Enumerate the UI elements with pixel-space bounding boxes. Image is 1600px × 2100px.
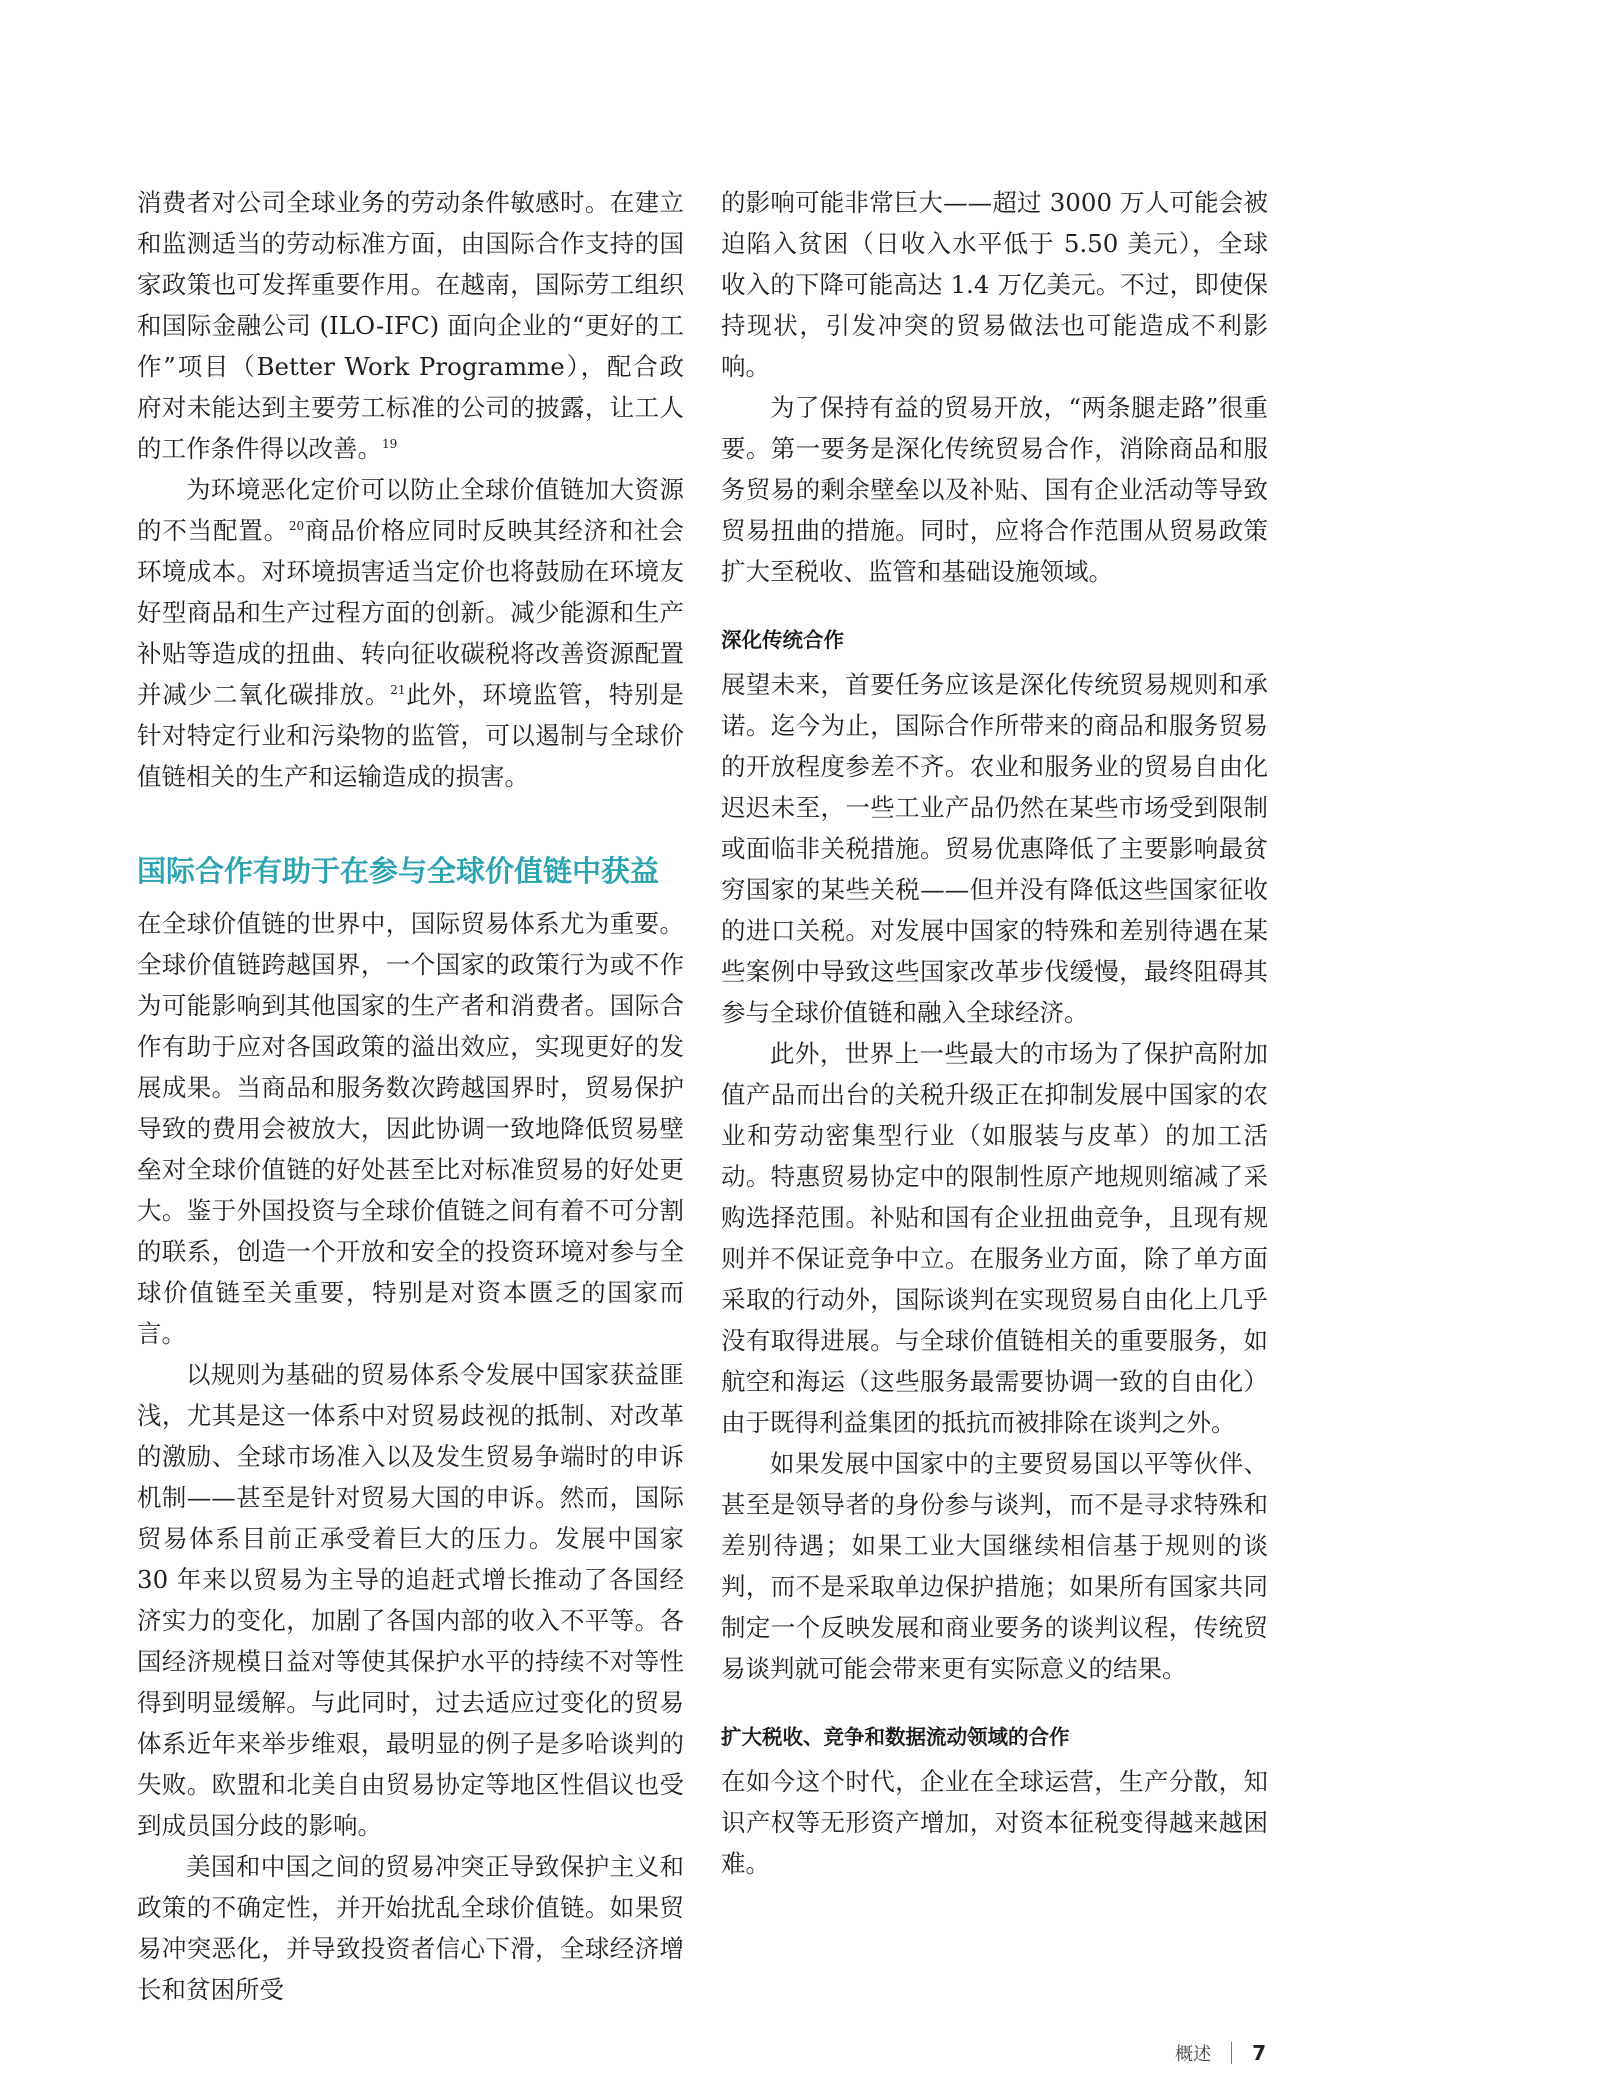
paragraph: 如果发展中国家中的主要贸易国以平等伙伴、甚至是领导者的身份参与谈判，而不是寻求特殊和差别待遇；如果工业大国继续相信基于规则的谈判，而不是采取单边保护措施；如果所有国家共同制定一个反映发展和商业要务的谈判议程，传统贸易谈判就可能会带来更有实际意义的结果。: [721, 1449, 1268, 1683]
footnote-ref[interactable]: 20: [288, 518, 305, 533]
paragraph-text: 商品价格应同时反映其经济和社会环境成本。对环境损害适当定价也将鼓励在环境友好型商品和生产过程方面的创新。减少能源和生产补贴等造成的扭曲、转向征收碳税将改善资源配置并减少二氧化碳排放。: [137, 516, 685, 709]
paragraph: 此外，世界上一些最大的市场为了保护高附加值产品而出台的关税升级正在抑制发展中国家的农业和劳动密集型行业（如服装与皮革）的加工活动。特惠贸易协定中的限制性原产地规则缩减了采购选择范围。补贴和国有企业扭曲竞争，且现有规则并不保证竞争中立。在服务业方面，除了单方面采取的行动外，国际谈判在实现贸易自由化上几乎没有取得进展。与全球价值链相关的重要服务，如航空和海运（这些服务最需要协调一致的自由化）由于既得利益集团的抵抗而被排除在谈判之外。: [721, 1039, 1268, 1437]
footnote-ref[interactable]: 19: [382, 436, 398, 451]
left-column: [137, 182, 684, 2010]
paragraph: [137, 469, 684, 797]
paragraph: 在全球价值链的世界中，国际贸易体系尤为重要。全球价值链跨越国界，一个国家的政策行为或不作为可能影响到其他国家的生产者和消费者。国际合作有助于应对各国政策的溢出效应，实现更好的发展成果。当商品和服务数次跨越国界时，贸易保护导致的费用会被放大，因此协调一致地降低贸易壁垒对全球价值链的好处甚至比对标准贸易的好处更大。鉴于外国投资与全球价值链之间有着不可分割的联系，创造一个开放和安全的投资环境对参与全球价值链至关重要，特别是对资本匮乏的国家而言。: [137, 909, 684, 1348]
paragraph-text: 此外，环境监管，特别是针对特定行业和污染物的监管，可以遏制与全球价值链相关的生产和运输造成的损害。: [137, 680, 685, 791]
footer-divider: [1231, 2042, 1232, 2064]
paragraph: 美国和中国之间的贸易冲突正导致保护主义和政策的不确定性，并开始扰乱全球价值链。如果贸易冲突恶化，并导致投资者信心下滑，全球经济增长和贫困所受: [137, 1852, 684, 2004]
paragraph-text: 为环境恶化定价可以防止全球价值链加大资源的不当配置。: [137, 475, 684, 545]
sub-heading: 深化传统合作: [721, 628, 844, 652]
footer-section-label: 概述: [1175, 2044, 1212, 2065]
paragraph: 展望未来，首要任务应该是深化传统贸易规则和承诺。迄今为止，国际合作所带来的商品和服务贸易的开放程度参差不齐。农业和服务业的贸易自由化迟迟未至，一些工业产品仍然在某些市场受到限制或面临非关税措施。贸易优惠降低了主要影响最贫穷国家的某些关税——但并没有降低这些国家征收的进口关税。对发展中国家的特殊和差别待遇在某些案例中导致这些国家改革步伐缓慢，最终阻碍其参与全球价值链和融入全球经济。: [721, 670, 1268, 1027]
paragraph-text: 消费者对公司全球业务的劳动条件敏感时。在建立和监测适当的劳动标准方面，由国际合作支持的国家政策也可发挥重要作用。在越南，国际劳工组织和国际金融公司 (ILO-IFC) 面向企业的“更好的工作”项目（Better Work Programme），配合政府对未能达到主要劳工标准的公司的披露，让工人的工作条件得以改善。: [137, 188, 684, 463]
paragraph: [137, 182, 684, 469]
page-footer: [1100, 2040, 1266, 2066]
sub-heading: 扩大税收、竞争和数据流动领域的合作: [721, 1725, 1070, 1749]
paragraph: 以规则为基础的贸易体系令发展中国家获益匪浅，尤其是这一体系中对贸易歧视的抵制、对改革的激励、全球市场准入以及发生贸易争端时的申诉机制——甚至是针对贸易大国的申诉。然而，国际贸易体系目前正承受着巨大的压力。发展中国家 30 年来以贸易为主导的追赶式增长推动了各国经济实力的变化，加剧了各国内部的收入不平等。各国经济规模日益对等使其保护水平的持续不对等性得到明显缓解。与此同时，过去适应过变化的贸易体系近年来举步维艰，最明显的例子是多哈谈判的失败。欧盟和北美自由贸易协定等地区性倡议也受到成员国分歧的影响。: [137, 1360, 684, 1840]
paragraph: 为了保持有益的贸易开放，“两条腿走路”很重要。第一要务是深化传统贸易合作，消除商品和服务贸易的剩余壁垒以及补贴、国有企业活动等导致贸易扭曲的措施。同时，应将合作范围从贸易政策扩大至税收、监管和基础设施领域。: [721, 393, 1268, 586]
footnote-ref[interactable]: 21: [390, 682, 406, 697]
right-column: [721, 182, 1268, 1884]
paragraph: 在如今这个时代，企业在全球运营，生产分散，知识产权等无形资产增加，对资本征税变得越来越困难。: [721, 1767, 1268, 1878]
page-number: 7: [1252, 2041, 1266, 2065]
paragraph: 的影响可能非常巨大——超过 3000 万人可能会被迫陷入贫困（日收入水平低于 5.50 美元），全球收入的下降可能高达 1.4 万亿美元。不过，即使保持现状，引发冲突的贸易做法也可能造成不利影响。: [721, 188, 1268, 381]
section-heading: 国际合作有助于在参与全球价值链中获益: [137, 854, 660, 888]
